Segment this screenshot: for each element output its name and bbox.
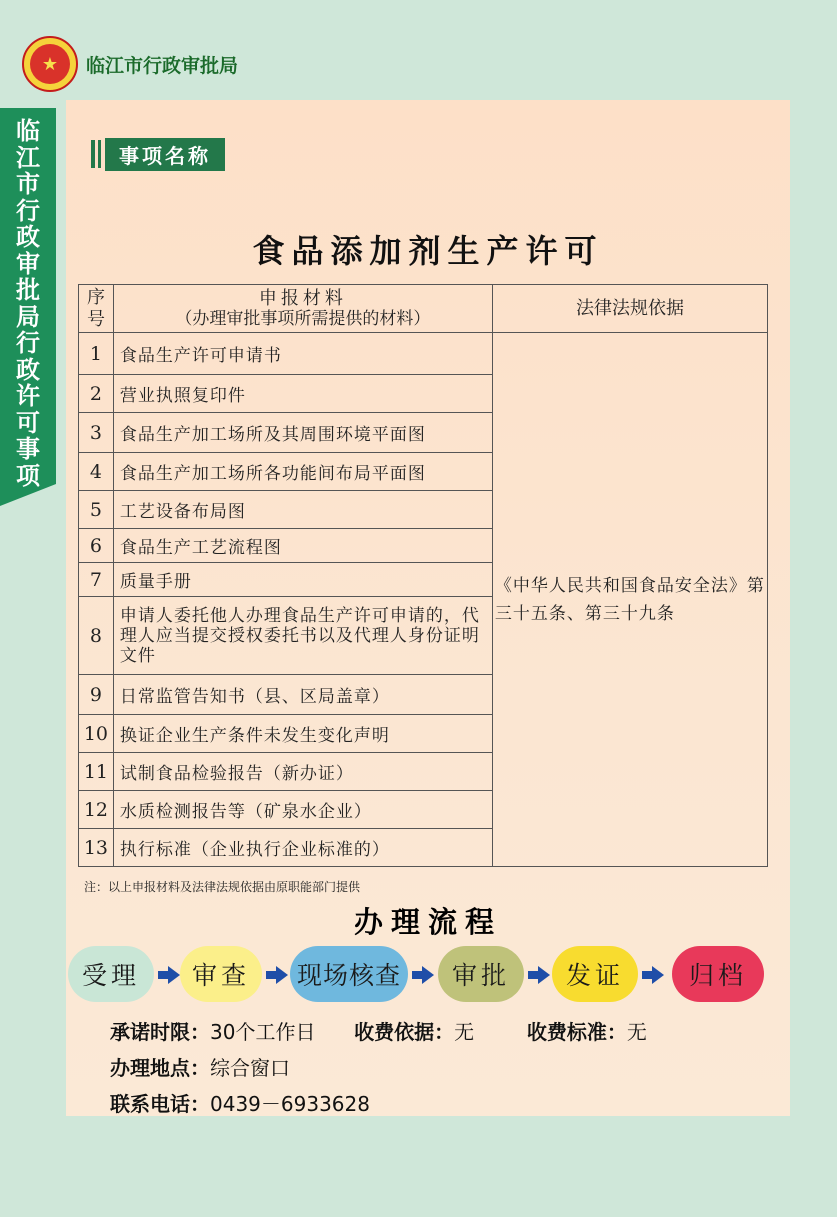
- row-number: 6: [79, 529, 114, 563]
- section-label: [91, 138, 225, 170]
- arrow-right-icon: [168, 966, 180, 984]
- row-material: 换证企业生产条件未发生变化声明: [113, 715, 492, 753]
- info-line-3: [110, 1088, 370, 1117]
- row-number: 3: [79, 413, 114, 453]
- row-number: 12: [79, 791, 114, 829]
- time-limit-label: 承诺时限：: [110, 1020, 210, 1044]
- law-basis: 《中华人民共和国食品安全法》第三十五条、第三十九条: [492, 333, 767, 867]
- header-materials: [113, 285, 492, 333]
- row-material: 试制食品检验报告（新办证）: [113, 753, 492, 791]
- fee-basis-value: 无: [454, 1020, 475, 1044]
- page-title: 食品添加剂生产许可: [252, 232, 604, 270]
- org-logo: [22, 36, 78, 92]
- row-number: 8: [79, 597, 114, 675]
- emblem-icon: ★: [30, 44, 70, 84]
- section-bar-icon: [91, 140, 95, 168]
- row-material: 工艺设备布局图: [113, 491, 492, 529]
- info-line-2: [110, 1052, 290, 1081]
- header-num: [79, 285, 114, 333]
- row-number: 4: [79, 453, 114, 491]
- time-limit-value: 30个工作日: [210, 1020, 316, 1044]
- fee-basis-label: 收费依据：: [354, 1020, 455, 1044]
- row-number: 5: [79, 491, 114, 529]
- row-material: 食品生产加工场所及其周围环境平面图: [113, 413, 492, 453]
- flow-step: 发证: [552, 946, 638, 1002]
- page-header: [22, 36, 238, 92]
- org-name: 临江市行政审批局: [86, 54, 239, 77]
- header-materials-sub: （办理审批事项所需提供的材料）: [175, 308, 431, 329]
- fee-standard-value: 无: [626, 1020, 647, 1044]
- row-number: 7: [79, 563, 114, 597]
- row-material: 质量手册: [113, 563, 492, 597]
- arrow-right-icon: [422, 966, 434, 984]
- arrow-right-icon: [276, 966, 288, 984]
- row-material: 日常监管告知书（县、区局盖章）: [113, 675, 492, 715]
- header-num-text: 序号: [86, 286, 105, 330]
- row-number: 2: [79, 375, 114, 413]
- flow-title: 办理流程: [353, 905, 502, 939]
- row-material: 食品生产许可申请书: [113, 333, 492, 375]
- section-label-text: 事项名称: [105, 138, 225, 171]
- row-material: 食品生产工艺流程图: [113, 529, 492, 563]
- row-number: 9: [79, 675, 114, 715]
- process-flow: [68, 946, 768, 1002]
- arrow-right-icon: [538, 966, 550, 984]
- phone-label: 联系电话：: [110, 1092, 210, 1116]
- row-material: 水质检测报告等（矿泉水企业）: [113, 791, 492, 829]
- location-label: 办理地点：: [110, 1056, 210, 1080]
- header-materials-text: 申报材料: [258, 287, 347, 309]
- row-number: 10: [79, 715, 114, 753]
- row-number: 13: [79, 829, 114, 867]
- location-value: 综合窗口: [210, 1056, 290, 1080]
- flow-step: 现场核查: [290, 946, 408, 1002]
- section-bar-icon: [98, 140, 101, 168]
- header-law: 法律法规依据: [492, 285, 767, 333]
- side-tab-text: 临江市行政审批局行政许可事项: [16, 117, 40, 490]
- row-material: 食品生产加工场所各功能间布局平面图: [113, 453, 492, 491]
- flow-step: 归档: [672, 946, 764, 1002]
- flow-step: 受理: [68, 946, 154, 1002]
- arrow-right-icon: [652, 966, 664, 984]
- table-header-row: [79, 285, 768, 333]
- flow-step: 审查: [180, 946, 262, 1002]
- flow-step: 审批: [438, 946, 524, 1002]
- fee-standard-label: 收费标准：: [526, 1020, 627, 1044]
- table-row: [79, 333, 768, 375]
- footnote: 注：以上申报材料及法律法规依据由原职能部门提供: [84, 880, 361, 894]
- row-material: 执行标准（企业执行企业标准的）: [113, 829, 492, 867]
- row-material: 营业执照复印件: [113, 375, 492, 413]
- row-material: 申请人委托他人办理食品生产许可申请的，代理人应当提交授权委托书以及代理人身份证明文件: [113, 597, 492, 675]
- info-line-1: [110, 1016, 647, 1045]
- row-number: 1: [79, 333, 114, 375]
- materials-table: [78, 284, 768, 867]
- phone-value: 0439－6933628: [210, 1092, 370, 1116]
- row-number: 11: [79, 753, 114, 791]
